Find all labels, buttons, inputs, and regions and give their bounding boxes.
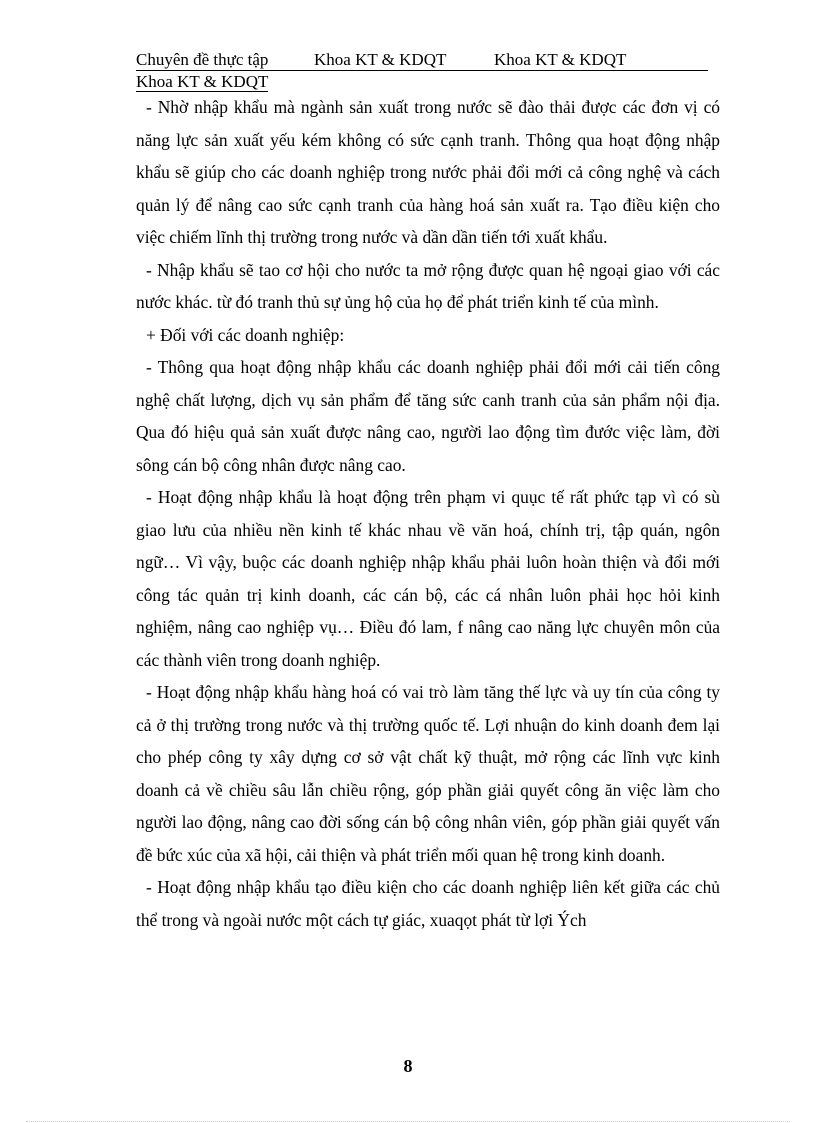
header-faculty-label-repeat: Khoa KT & KDQT: [494, 50, 627, 69]
page-header: [136, 50, 708, 92]
header-faculty-label-line2: Khoa KT & KDQT: [136, 72, 269, 91]
header-faculty-label: Khoa KT & KDQT: [314, 50, 447, 69]
paragraph-enterprise-linkage: - Hoạt động nhập khẩu tạo điều kiện cho các doanh nghiệp liên kết giữa các chủ thể trong và ngoài nước một cách tự giác, xuaqọt phát từ lợi Ých: [136, 877, 720, 930]
paragraph-technology-innovation: - Thông qua hoạt động nhập khẩu các doanh nghiệp phải đổi mới cải tiến công nghệ chất lượng, dịch vụ sản phẩm để tăng sức canh tranh của sản phẩm nội địa. Qua đó hiệu quả sản xuất được nâng cao, người lao động tìm đước việc làm, đời sông cán bộ công nhân được nâng cao.: [136, 357, 720, 475]
page-bottom-divider: [26, 1121, 790, 1122]
paragraph-import-eliminates-weak-units: - Nhờ nhập khẩu mà ngành sản xuất trong nước sẽ đào thải được các đơn vị có năng lực sản xuất yếu kém không có sức cạnh tranh. Thông qua hoạt động nhập khẩu sẽ giúp cho các doanh nghiệp trong nước phải đổi mới cả công nghệ và cách quản lý để nâng cao sức cạnh tranh của hàng hoá sản xuất ra. Tạo điều kiện cho việc chiếm lĩnh thị trường trong nước và dần dần tiến tới xuất khẩu.: [136, 97, 720, 247]
page-number: 8: [403, 1056, 413, 1076]
paragraph-international-complexity: - Hoạt động nhập khẩu là hoạt động trên phạm vi quục tế rất phức tạp vì có sù giao lưu của nhiều nền kinh tế khác nhau về văn hoá, chính trị, tập quán, ngôn ngữ… Vì vậy, buộc các doanh nghiệp nhập khẩu phải luôn hoàn thiện và đổi mới công tác quản trị kinh doanh, các cán bộ, các cá nhân luôn phải học hỏi kinh nghiệm, nâng cao nghiệp vụ… Điều đó lam, f nâng cao năng lực chuyên môn của các thành viên trong doanh nghiệp.: [136, 487, 720, 670]
header-course-label: Chuyên đề thực tập: [136, 50, 269, 69]
document-body: [136, 91, 720, 936]
paragraph-enterprise-heading: + Đối với các doanh nghiệp:: [146, 324, 345, 345]
paragraph-foreign-relations: - Nhập khẩu sẽ tao cơ hội cho nước ta mở rộng được quan hệ ngoại giao với các nước khác. từ đó tranh thủ sự ủng hộ của họ để phát triển kinh tế của mình.: [136, 259, 720, 312]
paragraph-company-prestige: - Hoạt động nhập khẩu hàng hoá có vai trò làm tăng thế lực và uy tín của công ty cả ở thị trường trong nước và thị trường quốc tế. Lợi nhuận do kinh doanh đem lại cho phép công ty xây dựng cơ sở vật chất kỹ thuật, mở rộng các lĩnh vực kinh doanh cả về chiều sâu lẫn chiều rộng, góp phần giải quyết công ăn việc làm cho người lao động, nâng cao đời sống cán bộ công nhân viên, góp phần giải quyết vấn đề bức xúc của xã hội, cải thiện và phát triển mối quan hệ trong kinh doanh.: [136, 682, 720, 865]
header-line-1: [136, 50, 708, 71]
